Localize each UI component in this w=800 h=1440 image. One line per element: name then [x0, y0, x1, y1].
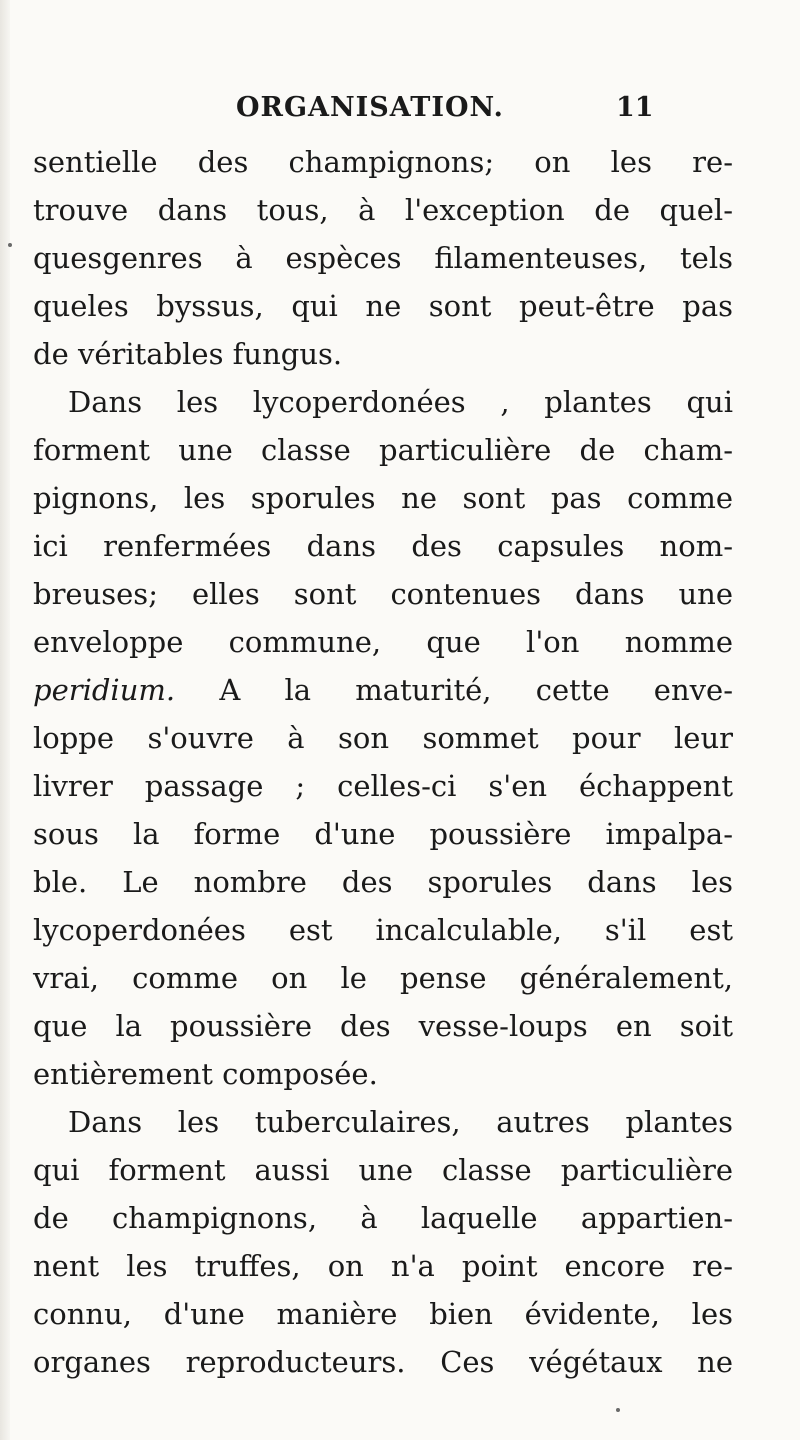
text-line: entièrement composée. — [33, 1057, 378, 1091]
text-line: de champignons, à laquelle appartien- — [33, 1201, 733, 1235]
text-line: enveloppe commune, que l'on nomme — [33, 625, 733, 659]
text-line: nent les truffes, on n'a point encore re- — [33, 1249, 733, 1283]
text-line: breuses; elles sont contenues dans une — [33, 577, 733, 611]
paper-speck — [616, 1408, 620, 1412]
text-line: de véritables fungus. — [33, 337, 343, 371]
text-line: organes reproducteurs. Ces végétaux ne — [33, 1345, 733, 1379]
text-line: loppe s'ouvre à son sommet pour leur — [33, 721, 733, 755]
text-line: pignons, les sporules ne sont pas comme — [33, 481, 733, 515]
text-line: ble. Le nombre des sporules dans les — [33, 865, 733, 899]
text-line: qui forment aussi une classe particulière — [33, 1153, 733, 1187]
text-line: sous la forme d'une poussière impalpa- — [33, 817, 733, 851]
text-line: Dans les lycoperdonées , plantes qui — [68, 385, 733, 419]
paper-speck — [8, 243, 12, 247]
text-line: forment une classe particulière de cham- — [33, 433, 733, 467]
text-line: quesgenres à espèces filamenteuses, tels — [33, 241, 733, 275]
text-line: livrer passage ; celles-ci s'en échappent — [33, 769, 733, 803]
text-line: sentielle des champignons; on les re- — [33, 145, 733, 179]
running-head — [0, 88, 800, 128]
text-line: connu, d'une manière bien évidente, les — [33, 1297, 733, 1331]
page-number: 11 — [616, 92, 654, 123]
text-line: vrai, comme on le pense généralement, — [33, 961, 733, 995]
text-line: Dans les tuberculaires, autres plantes — [68, 1105, 733, 1139]
text-line-rest: A la maturité, cette enve- — [175, 673, 733, 707]
running-title: ORGANISATION. — [236, 92, 504, 123]
text-line: queles byssus, qui ne sont peut-être pas — [33, 289, 733, 323]
page-gutter-edge — [0, 0, 10, 1440]
text-line: trouve dans tous, à l'exception de quel- — [33, 193, 733, 227]
text-line: lycoperdonées est incalculable, s'il est — [33, 913, 733, 947]
text-line — [33, 668, 733, 712]
text-line: que la poussière des vesse-loups en soit — [33, 1009, 733, 1043]
text-line: ici renfermées dans des capsules nom- — [33, 529, 733, 563]
italic-term: peridium. — [33, 673, 176, 707]
